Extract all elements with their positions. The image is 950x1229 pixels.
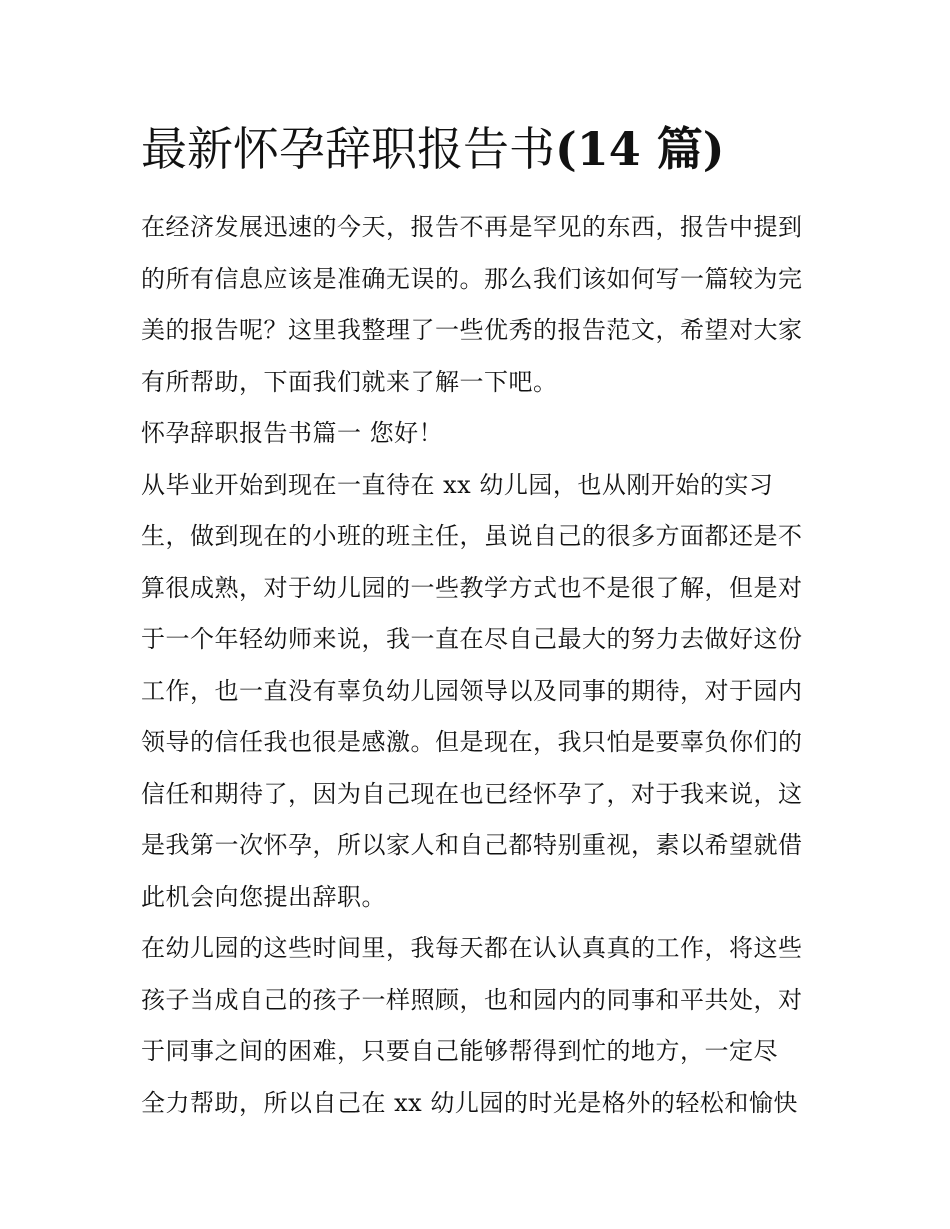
body-line: 工作，也一直没有辜负幼儿园领导以及同事的期待，对于园内	[141, 676, 803, 705]
body-line: 领导的信任我也很是感激。但是现在，我只怕是要辜负你们的	[141, 728, 803, 756]
body-line: 是我第一次怀孕，所以家人和自己都特别重视，素以希望就借	[141, 831, 803, 859]
body-line: 于一个年轻幼师来说，我一直在尽自己最大的努力去做好这份	[141, 625, 803, 653]
body-line: 从毕业开始到现在一直待在 xx 幼儿园，也从刚开始的实习	[141, 470, 774, 499]
document-page	[141, 118, 813, 1129]
body-line: 有所帮助，下面我们就来了解一下吧。	[141, 367, 558, 396]
body-line: 的所有信息应该是准确无误的。那么我们该如何写一篇较为完	[141, 264, 803, 293]
body-line: 在经济发展迅速的今天，报告不再是罕见的东西，报告中提到	[141, 213, 803, 241]
title-main: 最新怀孕辞职报告书	[141, 122, 555, 176]
title-count: (14 篇)	[555, 122, 725, 176]
body-line: 孩子当成自己的孩子一样照顾，也和园内的同事和平共处，对	[141, 985, 803, 1014]
section-heading: 怀孕辞职报告书篇一 您好！	[141, 419, 444, 447]
body-line: 于同事之间的困难，只要自己能够帮得到忙的地方，一定尽	[141, 1037, 778, 1065]
body-line: 算很成熟，对于幼儿园的一些教学方式也不是很了解，但是对	[141, 573, 803, 602]
body-line: 此机会向您提出辞职。	[141, 882, 386, 911]
body-line: 美的报告呢？这里我整理了一些优秀的报告范文，希望对大家	[141, 316, 803, 344]
body-line: 信任和期待了，因为自己现在也已经怀孕了，对于我来说，这	[141, 779, 803, 808]
body-line: 在幼儿园的这些时间里，我每天都在认认真真的工作，将这些	[141, 934, 803, 962]
document-body	[141, 202, 813, 1129]
body-line: 全力帮助，所以自己在 xx 幼儿园的时光是格外的轻松和愉快	[141, 1088, 798, 1117]
document-title	[141, 118, 813, 180]
body-line: 生，做到现在的小班的班主任，虽说自己的很多方面都还是不	[141, 522, 803, 550]
